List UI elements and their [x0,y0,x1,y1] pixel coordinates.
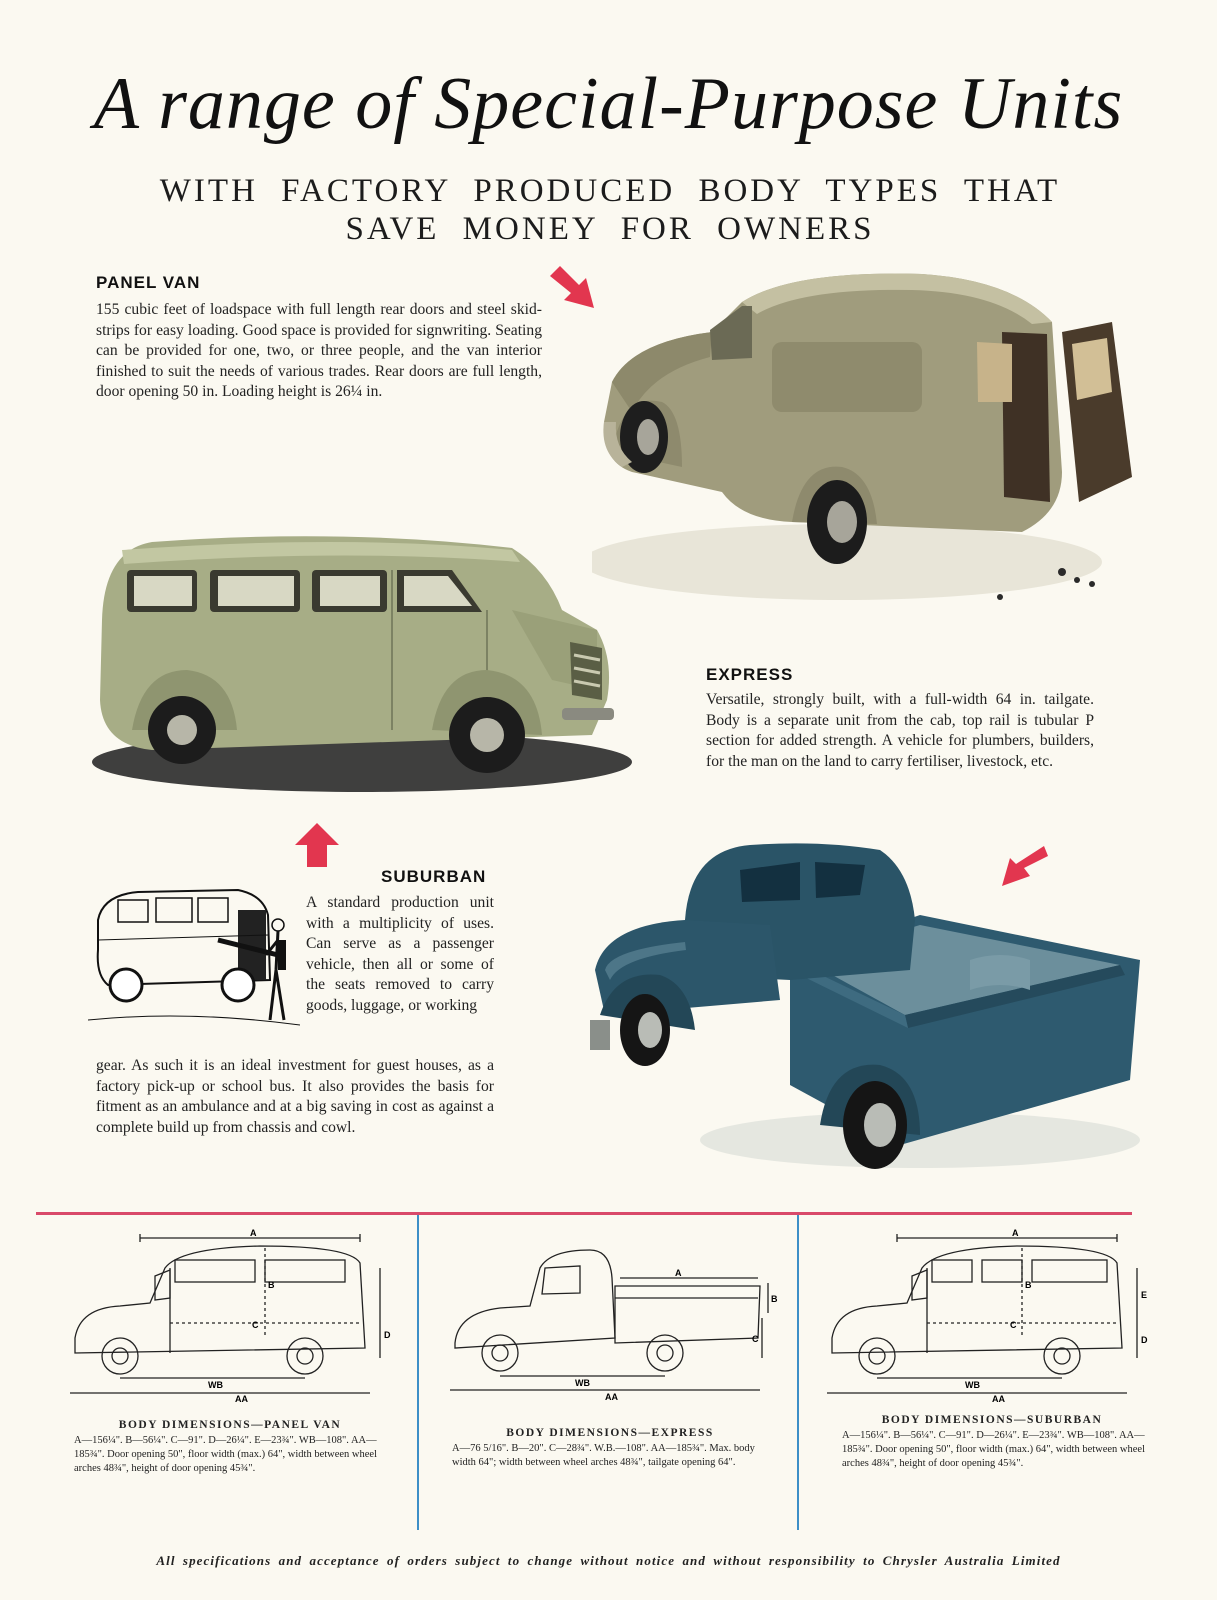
suburban-description: gear. As such it is an ideal investment for guest houses, as a factory pick-up or school bus. It also provides the basis for fitment as an ambulance and at a big saving in cost as against a complete build up from chassis and cowl. [96,1057,494,1136]
page-subtitle: WITH FACTORY PRODUCED BODY TYPES THAT SAVE MONEY FOR OWNERS [159,173,1061,247]
panel-van-description: 155 cubic feet of loadspace with full length rear doors and steel skid-strips for easy loading. Good space is provided for signwriting. Seating can be provided for one, two, or three people, and the van interior finished to suit the needs of various trades. Rear doors are full length, door opening 50 in. Loading height is 26¼ in. [96,301,542,401]
panel-van-illustration [592,262,1152,612]
dim-spec-suburban: A—156¼". B—56¼". C—91". D—26¼". E—23¾". WB—108". AA—185¾". Door opening 50", floor width (max.) 64", width between wheel arches 48¾", height of door opening 45¾". [842,1430,1146,1469]
dim-spec-panel-van: A—156¼". B—56¼". C—91". D—26¼". E—23¾". WB—108". AA—185¾". Door opening 50", floor width (max.) 64", width between wheel arches 48¾", height of door opening 45¾". [74,1435,378,1474]
express-illustration [590,840,1150,1210]
arrow-to-panel-van-icon [546,262,598,312]
dim-label-a-suburban: A [1012,1228,1019,1238]
express-diagram [440,1238,780,1408]
panel-van-diagram [60,1228,400,1408]
dim-title-express: BODY DIMENSIONS—EXPRESS [506,1427,714,1439]
dim-label-b-express: B [771,1294,778,1304]
footer-disclaimer: All specifications and acceptance of orders subject to change without notice and without responsibility to Chrysler Australia Limited [156,1553,1061,1568]
dim-label-aa: AA [235,1394,248,1404]
dim-label-c: C [252,1320,259,1330]
dim-label-b-suburban: B [1025,1280,1032,1290]
suburban-description-wrap: A standard production unit with a multiplicity of uses. Can serve as a passenger vehicle, then all or some of the seats removed to carry goods, luggage, or working [306,894,494,1014]
divider-vertical-1 [417,1215,419,1530]
dim-label-wb-express: WB [575,1378,590,1388]
dim-label-b: B [268,1280,275,1290]
dim-label-e-suburban: E [1141,1290,1148,1300]
dim-label-wb-suburban: WB [965,1380,980,1390]
suburban-diagram [822,1228,1162,1408]
dim-spec-express: A—76 5/16". B—20". C—28¾". W.B.—108". AA—185¾". Max. body width 64"; width between wheel arches 48¾", tailgate opening 64". [452,1443,755,1468]
dim-label-aa-express: AA [605,1392,618,1402]
dim-label-wb: WB [208,1380,223,1390]
arrow-to-suburban-icon [293,823,341,867]
dim-title-suburban: BODY DIMENSIONS—SUBURBAN [881,1414,1103,1426]
page-title: A range of Special-Purpose Units [93,63,1124,145]
panel-van-heading: PANEL VAN [96,273,201,292]
dim-label-a: A [250,1228,257,1238]
dim-label-c-suburban: C [1010,1320,1017,1330]
express-description: Versatile, strongly built, with a full-width 64 in. tailgate. Body is a separate unit from the cab, top rail is tubular P section for added strength. A vehicle for plumbers, builders, for the man on the land to carry fertiliser, livestock, etc. [706,691,1094,770]
dim-label-c-express: C [752,1334,759,1344]
divider-rule [36,1212,1132,1215]
dim-label-aa-suburban: AA [992,1394,1005,1404]
dim-label-d-suburban: D [1141,1335,1148,1345]
divider-vertical-2 [797,1215,799,1530]
express-heading: EXPRESS [706,665,794,684]
dim-title-panel-van: BODY DIMENSIONS—PANEL VAN [118,1419,342,1431]
suburban-illustration [92,530,632,800]
dim-label-d: D [384,1330,391,1340]
suburban-heading: SUBURBAN [381,867,487,886]
dim-label-a-express: A [675,1268,682,1278]
suburban-sketch [88,880,300,1030]
